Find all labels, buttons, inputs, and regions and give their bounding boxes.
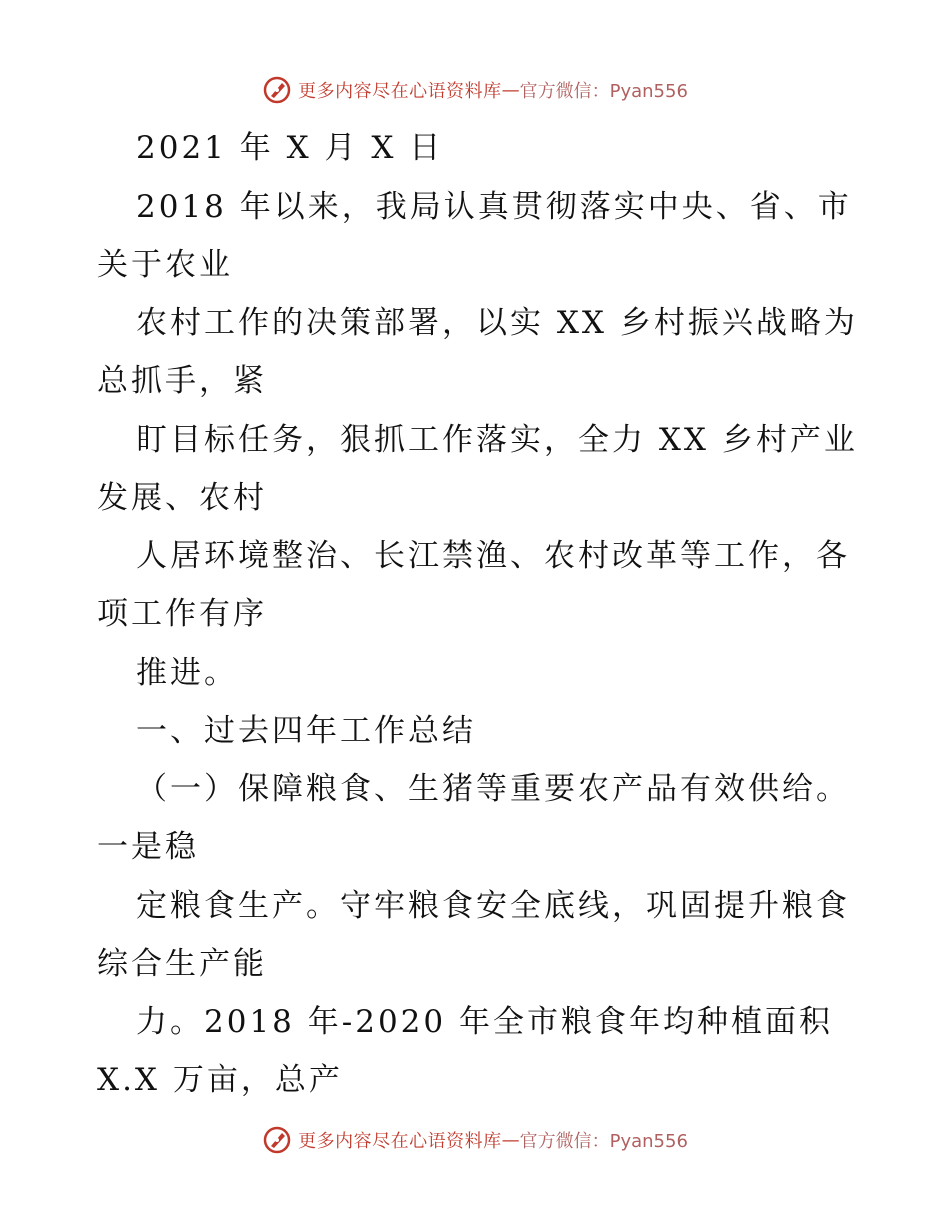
header-watermark-banner (0, 72, 950, 108)
paragraph-line: 定粮食生产。守牢粮食安全底线，巩固提升粮食 (136, 888, 850, 924)
paragraph-line: 盯目标任务，狠抓工作落实，全力 XX 乡村产业 (136, 422, 858, 458)
banner-text: 更多内容尽在心语资料库 (298, 81, 502, 102)
paragraph-line: 项工作有序 (97, 596, 267, 632)
paragraph-line: X.X 万亩，总产 (97, 1062, 343, 1098)
paragraph-line: 力。2018 年-2020 年全市粮食年均种植面积 (136, 1004, 833, 1040)
pen-circle-logo-icon (262, 1125, 292, 1155)
paragraph-line: 发展、农村 (97, 480, 267, 516)
subsection-heading: （一）保障粮食、生猪等重要农产品有效供给。 (136, 771, 850, 807)
date-line: 2021 年 X 月 X 日 (136, 130, 444, 166)
footer-watermark-banner (0, 1122, 950, 1158)
section-heading: 一、过去四年工作总结 (136, 713, 476, 749)
paragraph-line: 关于农业 (97, 247, 233, 283)
paragraph-line: 总抓手，紧 (97, 363, 267, 399)
paragraph-line: 推进。 (136, 655, 238, 691)
banner-dash: — (501, 79, 520, 101)
banner-text: 更多内容尽在心语资料库 (298, 1131, 502, 1152)
paragraph-line: 2018 年以来，我局认真贯彻落实中央、省、市 (136, 189, 852, 225)
banner-contact: 官方微信：Pyan556 (519, 81, 688, 102)
paragraph-line: 一是稳 (97, 829, 199, 865)
paragraph-line: 农村工作的决策部署，以实 XX 乡村振兴战略为 (136, 305, 858, 341)
banner-dash: — (501, 1129, 520, 1151)
paragraph-line: 综合生产能 (97, 946, 267, 982)
banner-contact: 官方微信：Pyan556 (519, 1131, 688, 1152)
paragraph-line: 人居环境整治、长江禁渔、农村改革等工作，各 (136, 538, 850, 574)
pen-circle-logo-icon (262, 75, 292, 105)
